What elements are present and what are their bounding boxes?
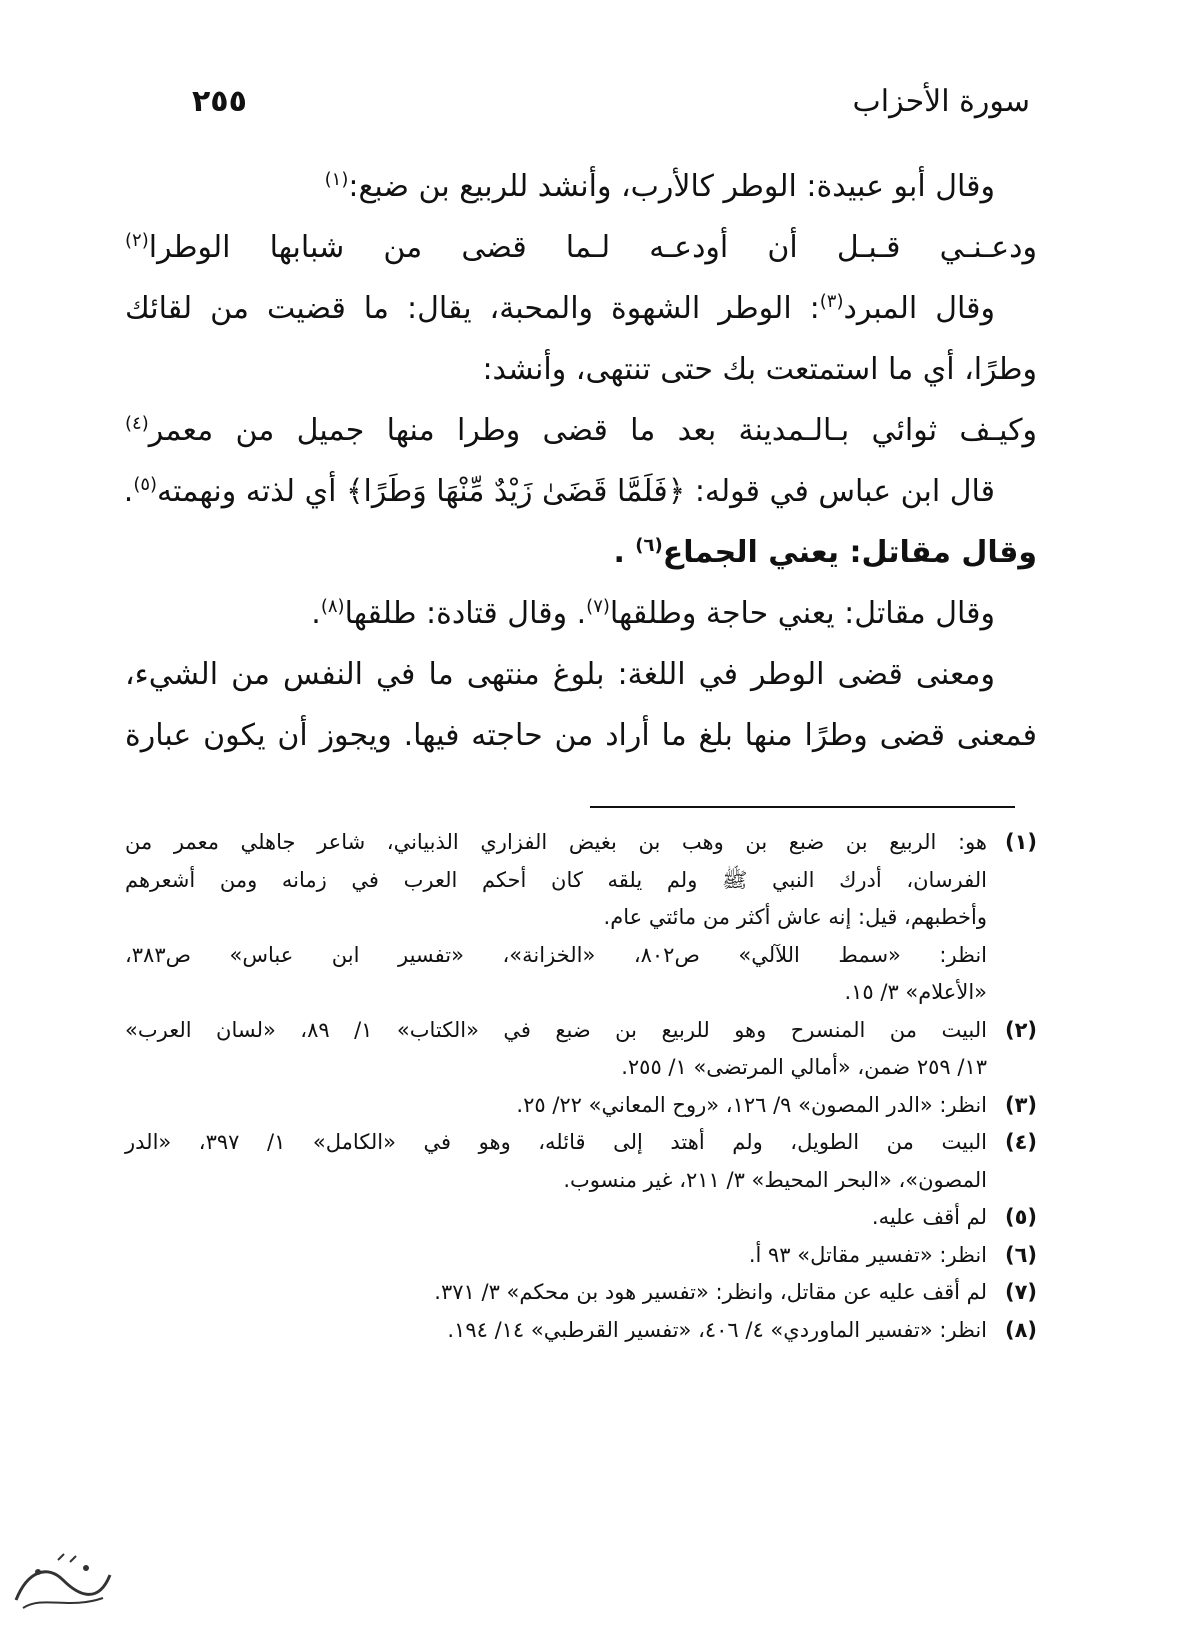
body-line — [125, 644, 1037, 705]
footnote-body — [125, 1087, 987, 1125]
footnote-line: لم أقف عليه عن مقاتل، وانظر: «تفسير هود بن محكم» ٣/ ٣٧١. — [434, 1280, 987, 1304]
body-line-text: فمعنى قضى وطرًا منها بلغ ما أراد من حاجته فيها. ويجوز أن يكون عبارة — [125, 718, 1037, 753]
page-number: ٢٥٥ — [192, 84, 247, 119]
footnote-marker: (٦) — [635, 535, 663, 556]
main-text — [125, 156, 1037, 766]
footnote — [125, 1237, 1037, 1275]
footnote — [125, 1012, 1037, 1087]
body-line-tail: . — [311, 596, 321, 631]
footnote-body — [125, 1237, 987, 1275]
footnote-body — [125, 1312, 987, 1350]
body-line — [125, 400, 1037, 461]
footnote-number: (٤) — [1004, 1130, 1037, 1154]
footnote-body — [125, 824, 987, 1012]
body-line-text: وكيـف ثوائي بـالـمدينة بعد ما قضى وطرا منها جميل من معمر — [148, 413, 1037, 448]
body-line — [125, 278, 1037, 339]
footnote-marker: (٣) — [819, 291, 844, 312]
body-line-text: وقال المبرد — [843, 291, 995, 326]
footnote-marker: (٨) — [320, 596, 345, 617]
surah-title: سورة الأحزاب — [852, 84, 1030, 119]
footnote-line: انظر: «الدر المصون» ٩/ ١٢٦، «روح المعاني» ٢٢/ ٢٥. — [516, 1092, 987, 1117]
footnote-marker: (١) — [324, 169, 349, 190]
body-line — [125, 705, 1037, 766]
footnote-line: هو: الربيع بن ضبع بن وهب بن بغيض الفزاري الذبياني، شاعر جاهلي معمر من — [125, 830, 987, 854]
footnote — [125, 824, 1037, 1012]
body-line-text: ومعنى قضى الوطر في اللغة: بلوغ منتهى ما في النفس من الشيء، — [125, 657, 995, 692]
body-line-text: ودعـنـي قـبـل أن أودعـه لـما قضى من شبابها الوطرا — [148, 230, 1037, 265]
body-line — [125, 217, 1037, 278]
footnote-line: البيت من المنسرح وهو للربيع بن ضبع في «الكتاب» ١/ ٨٩، «لسان العرب» — [125, 1017, 987, 1042]
footnote-body — [125, 1274, 987, 1312]
footnote-number: (٢) — [1004, 1017, 1037, 1042]
body-line-text: قال ابن عباس في قوله: ﴿فَلَمَّا قَضَىٰ زَيْدٌ مِّنْهَا وَطَرًا﴾ أي لذته ونهمته — [157, 474, 995, 509]
body-line-tail: . — [123, 474, 134, 509]
footnote-line: انظر: «سمط اللآلي» ص٨٠٢، «الخزانة»، «تفسير ابن عباس» ص٣٨٣، — [125, 942, 987, 967]
footnote-number: (٧) — [1004, 1280, 1037, 1304]
footnote — [125, 1087, 1037, 1125]
footnote-line: انظر: «تفسير الماوردي» ٤/ ٤٠٦، «تفسير القرطبي» ١٤/ ١٩٤. — [447, 1317, 987, 1342]
footnote-body — [125, 1199, 987, 1237]
footnote-divider — [590, 806, 1015, 808]
footnote-body — [125, 1124, 987, 1199]
footnote-marker: (٧) — [586, 596, 610, 617]
footnote-marker: (٤) — [125, 413, 149, 434]
footnote — [125, 1124, 1037, 1199]
footnote-line: البيت من الطويل، ولم أهتد إلى قائله، وهو في «الكامل» ١/ ٣٩٧، «الدر — [125, 1130, 987, 1154]
footnote — [125, 1199, 1037, 1237]
footnote-number: (١) — [1004, 830, 1037, 854]
body-line — [125, 583, 1037, 644]
body-line-tail: . — [613, 535, 636, 570]
body-line — [125, 339, 1037, 400]
footnote-line: المصون»، «البحر المحيط» ٣/ ٢١١، غير منسوب. — [563, 1167, 987, 1192]
footnote-number: (٦) — [1004, 1242, 1037, 1267]
footnote-line: لم أقف عليه. — [871, 1205, 987, 1229]
footnote-number: (٣) — [1004, 1092, 1037, 1117]
body-line-tail: . وقال قتادة: طلقها — [344, 596, 587, 631]
footnote — [125, 1274, 1037, 1312]
footnote-line: انظر: «تفسير مقاتل» ٩٣ أ. — [748, 1242, 987, 1267]
footnote-number: (٥) — [1004, 1205, 1037, 1229]
body-line — [125, 156, 1037, 217]
body-line-tail: : الوطر الشهوة والمحبة، يقال: ما قضيت من لقائك — [125, 291, 820, 326]
watermark-logo — [8, 1550, 118, 1620]
footnote-line: وأخطبهم، قيل: إنه عاش أكثر من مائتي عام. — [603, 905, 987, 929]
footnote-marker: (٢) — [125, 230, 149, 251]
body-line-text: وقال مقاتل: يعني حاجة وطلقها — [609, 596, 995, 631]
footnote-body — [125, 1012, 987, 1087]
footnote — [125, 1312, 1037, 1350]
footnote-line: الفرسان، أدرك النبي ﷺ ولم يلقه كان أحكم العرب في زمانه ومن أشعرهم — [125, 867, 987, 892]
body-line-text: وطرًا، أي ما استمتعت بك حتى تنتهى، وأنشد: — [482, 352, 1037, 387]
footnote-line: «الأعلام» ٣/ ١٥. — [844, 980, 987, 1004]
body-line-text: وقال أبو عبيدة: الوطر كالأرب، وأنشد للربيع بن ضبع: — [348, 169, 995, 204]
footnote-line: ١٣/ ٢٥٩ ضمن، «أمالي المرتضى» ١/ ٢٥٥. — [621, 1055, 987, 1079]
footnote-number: (٨) — [1004, 1317, 1037, 1342]
body-line — [125, 461, 1037, 522]
body-line-text: وقال مقاتل: يعني الجماع — [662, 535, 1037, 570]
footnotes — [125, 824, 1037, 1349]
footnote-marker: (٥) — [133, 474, 158, 495]
body-line — [125, 522, 1037, 583]
